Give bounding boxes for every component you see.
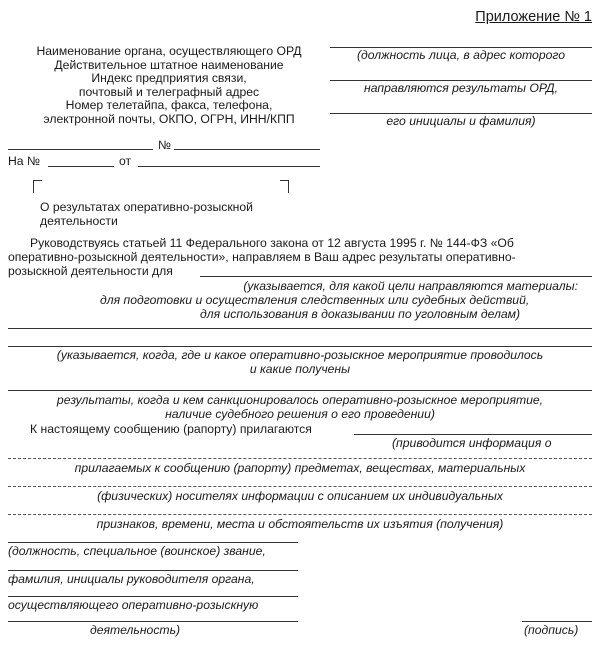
attachments-label: К настоящему сообщению (рапорту) прилагаются (30, 422, 312, 436)
items-hint-3: признаков, времени, места и обстоятельств их изъятия (получения) (96, 517, 504, 531)
reference-date-label: от (119, 154, 132, 168)
signatory-hint-2: фамилия, инициалы руководителя органа, (8, 572, 255, 586)
sanction-hint-2: наличие судебного решения о его проведении) (165, 407, 435, 421)
items-line-2[interactable] (8, 486, 592, 487)
signatory-line-3[interactable] (8, 596, 298, 597)
reference-number-line[interactable] (48, 166, 114, 167)
signature-line[interactable] (522, 621, 592, 622)
purpose-hint-3: для использования в доказывании по уголовным делам) (200, 307, 521, 321)
event-line[interactable] (8, 346, 592, 347)
items-hint-2: (физических) носителях информации с описанием их индивидуальных (97, 489, 503, 503)
subject-line-2: деятельности (40, 213, 118, 228)
signatory-hint-4: деятельность) (90, 623, 181, 637)
signatory-line-4[interactable] (8, 621, 298, 622)
outgoing-date-line[interactable] (8, 149, 153, 150)
attachments-line[interactable] (354, 434, 592, 435)
intro-line-1: Руководствуясь статьей 11 Федерального закона от 12 августа 1995 г. № 144-ФЗ «Об (30, 236, 514, 250)
sanction-line[interactable] (8, 390, 592, 391)
org-staff-name-label: Действительное штатное наименование (54, 57, 284, 72)
signature-hint: (подпись) (524, 623, 579, 637)
subject-corner-left (33, 180, 42, 193)
attachments-hint: (приводится информация о (392, 436, 552, 450)
items-line-3[interactable] (8, 514, 592, 515)
outgoing-number-sign: № (158, 138, 172, 152)
subject-line-1: О результатах оперативно-розыскной (40, 200, 253, 214)
addressee-hint-1: (должность лица, в адрес которого (356, 48, 566, 62)
event-hint-1: (указывается, когда, где и какое оперативно-розыскное мероприятие проводилось (56, 348, 544, 362)
signatory-line-2[interactable] (8, 570, 298, 571)
postal-index-label: Индекс предприятия связи, (91, 71, 247, 86)
organization-block (8, 45, 330, 127)
purpose-hint-1-text: (указывается, для какой цели направляются материалы: (243, 279, 578, 293)
reference-number-label: На № (8, 154, 41, 168)
appendix-label: Приложение № 1 (475, 9, 592, 25)
items-line-1[interactable] (8, 458, 592, 459)
postal-address-label: почтовый и телеграфный адрес (78, 84, 260, 99)
subject-corner-right (280, 180, 289, 193)
sanction-hint-1: результаты, когда и кем санкционировалось оперативно-розыскное мероприятие, (56, 393, 544, 407)
event-hint-2: и какие получены (249, 362, 351, 376)
intro-line-3: розыскной деятельности для (8, 264, 173, 278)
items-hint-1: прилагаемых к сообщению (рапорту) предметах, веществах, материальных (74, 461, 526, 475)
registry-codes-label: электронной почты, ОКПО, ОГРН, ИНН/КПП (43, 111, 295, 126)
signatory-line-1[interactable] (8, 542, 298, 543)
signatory-hint-1: (должность, специальное (воинское) звание, (8, 544, 266, 558)
signatory-hint-3: осуществляющего оперативно-розыскную (8, 598, 259, 612)
purpose-hint-2: для подготовки и осуществления следственных или судебных действий, (100, 293, 530, 307)
addressee-hint-3: его инициалы и фамилия) (386, 114, 536, 128)
contacts-label: Номер телетайпа, факса, телефона, (65, 98, 273, 113)
addressee-hint-2: направляются результаты ОРД, (364, 81, 558, 95)
intro-line-2: оперативно-розыскной деятельности», направляем в Ваш адрес результаты оперативно- (8, 250, 516, 264)
subject-block (40, 201, 253, 228)
org-name-label: Наименование органа, осуществляющего ОРД (36, 44, 302, 58)
purpose-line-1[interactable] (200, 276, 592, 277)
outgoing-number-line[interactable] (174, 149, 320, 150)
purpose-hint-1 (8, 279, 600, 293)
blank-line-1[interactable] (8, 328, 592, 329)
reference-date-line[interactable] (138, 166, 320, 167)
